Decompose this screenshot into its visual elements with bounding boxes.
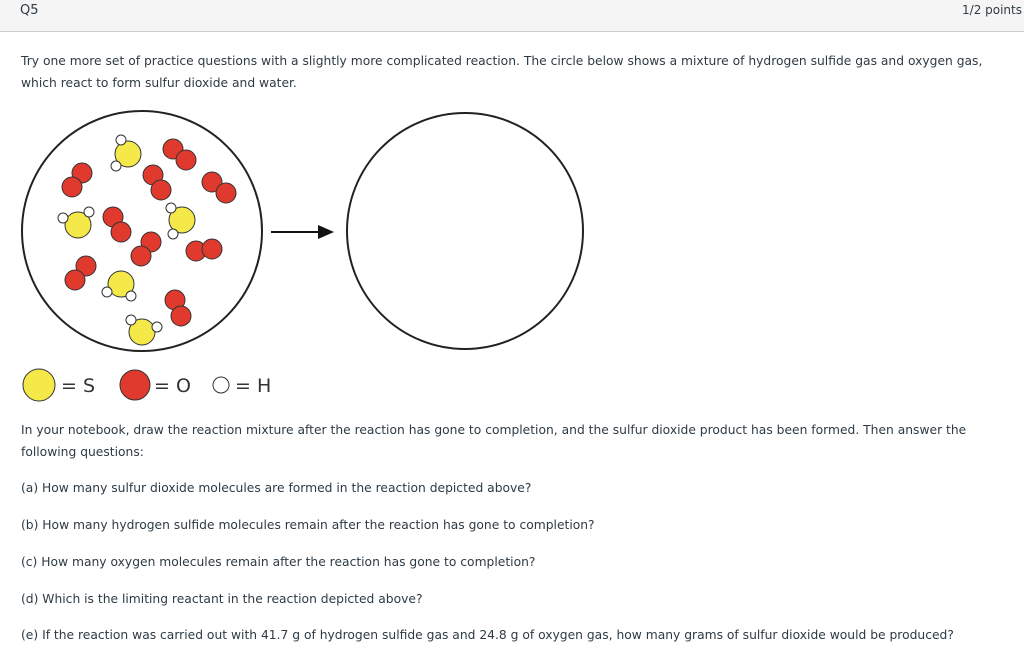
question-e: (e) If the reaction was carried out with 41.7 g of hydrogen sulfide gas and 24.8 g of oxygen gas, how many grams of sulfur dioxide would be produced? <box>21 628 954 642</box>
legend <box>23 369 271 401</box>
question-a: (a) How many sulfur dioxide molecules are formed in the reaction depicted above? <box>21 481 532 495</box>
legend-sulfur-swatch <box>23 369 55 401</box>
legend-hydrogen-label: = H <box>235 375 272 397</box>
product-mixture-circle <box>347 113 583 349</box>
legend-oxygen-label: = O <box>154 375 191 397</box>
instructions: In your notebook, draw the reaction mixture after the reaction has gone to completion, and the sulfur dioxide product has been formed. Then answer the following questions: <box>21 423 967 459</box>
reaction-arrow-icon <box>271 225 334 239</box>
question-intro: Try one more set of practice questions with a slightly more complicated reaction. The circle below shows a mixture of hydrogen sulfide gas and oxygen gas, which react to form sulfur dioxide and water. <box>21 54 983 90</box>
reactant-mixture-circle <box>22 111 262 351</box>
legend-oxygen-swatch <box>120 370 150 400</box>
question-points: 1/2 points <box>962 3 1022 17</box>
legend-hydrogen-swatch <box>213 377 229 393</box>
question-d: (d) Which is the limiting reactant in the reaction depicted above? <box>21 592 423 606</box>
question-number: Q5 <box>20 3 39 18</box>
legend-sulfur-label: = S <box>61 375 96 397</box>
question-c: (c) How many oxygen molecules remain after the reaction has gone to completion? <box>21 555 536 569</box>
question-b: (b) How many hydrogen sulfide molecules remain after the reaction has gone to completion? <box>21 518 595 532</box>
o2-molecule <box>186 239 222 261</box>
